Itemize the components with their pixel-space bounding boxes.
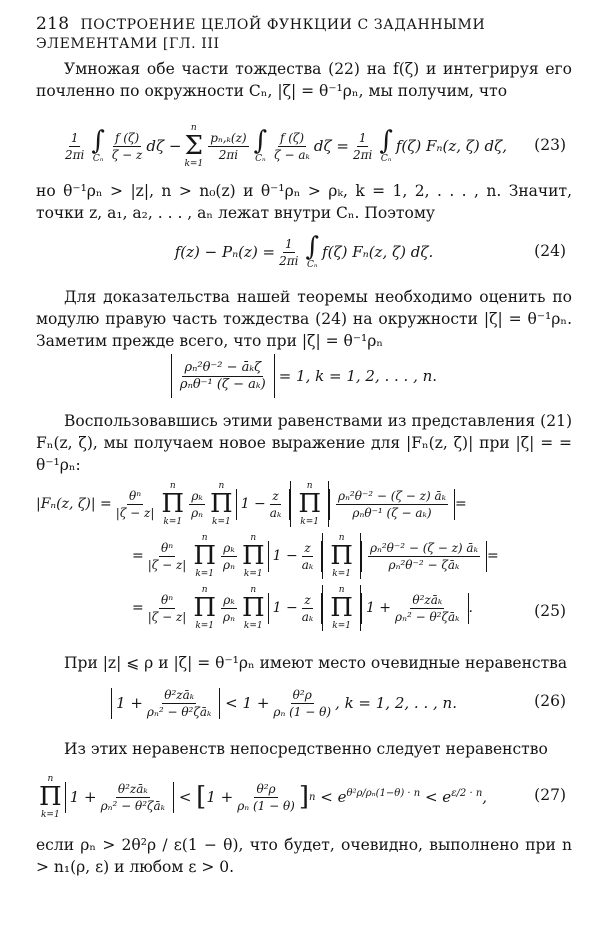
equation-23: $\frac{1}{2\pi i}$ ∫ Cₙ $\frac{f (\zeta)}{\zeta - z}$ dζ − n Σ k=1 $\frac{\text{pₙ,ₖ(z)}}{2\pi i}$ ∫ Cₙ $\frac{f (\zeta)}{\text{ζ − aₖ}}$ dζ = $\frac{1}{2\pi i}$ ∫ Cₙ f(ζ) Fₙ(z, ζ) dζ, (23)	[64, 123, 566, 169]
eq26-tail: , k = 1, 2, . . , n.	[335, 694, 457, 712]
page-number: 218	[36, 14, 70, 34]
paragraph-7: если ρₙ > 2θ²ρ / ε(1 − θ), что будет, очевидно, выполнено при n > n₁(ρ, ε) и любом ε > 0.	[36, 836, 572, 876]
eq25-number: (25)	[534, 602, 566, 620]
eq23-rhs: f(ζ) Fₙ(z, ζ) dζ,	[395, 137, 508, 155]
unit-tail: = 1, k = 1, 2, . . . , n.	[278, 367, 438, 385]
paragraph-1: Умножая обе части тождества (22) на f(ζ) и интегрируя его почленно по окружности Cₙ, |ζ| = θ⁻¹ρₙ, мы получим, что	[36, 60, 572, 100]
eq24-number: (24)	[534, 242, 566, 260]
unit-num: ρₙ²θ⁻² − āₖζ	[184, 359, 262, 375]
paragraph-4: Воспользовавшись этими равенствами из представления (21) Fₙ(z, ζ), мы получаем новое выражение для |Fₙ(z, ζ)| при |ζ| = = θ⁻¹ρₙ:	[36, 412, 572, 474]
paragraph-2: но θ⁻¹ρₙ > |z|, n > n₀(z) и θ⁻¹ρₙ > ρₖ, k = 1, 2, . . . , n. Значит, точки z, a₁, a₂, . . . , aₙ лежат внутри Cₙ. Поэтому	[36, 182, 572, 222]
unit-den: ρₙθ⁻¹ (ζ − aₖ)	[179, 376, 266, 392]
equation-25: |Fₙ(z, ζ)| = $\frac{\text{θⁿ}}{|\zeta - z|}$ n Π k=1 $\frac{\text{ρₖ}}{\text{ρₙ}}$ n Π k=1 1 − $\frac{z}{\text{aₖ}}$ n Π k=1 $\frac{\text{ρₙ²θ⁻² − (ζ − z) āₖ}}{\text{ρₙθ⁻¹ (ζ − aₖ)}}$ = = $\frac{\text{θⁿ}}{|\zeta - z|}$ n Π k=1 $\frac{\text{ρₖ}}{\text{ρₙ}}$ n Π k=1 1 − $\frac{z}{\text{aₖ}}$ n Π k=1 $\frac{\text{ρₙ²θ⁻² − (ζ − z) āₖ}}{\text{ρₙ²θ⁻² − ζāₖ}}$ = = $\frac{\text{θⁿ}}{|\zeta - z|}$ n Π k=1 $\frac{\text{ρₖ}}{\text{ρₙ}}$ n Π k=1 1 − $\frac{z}{\text{aₖ}}$ n Π k=1 1 + $\frac{\text{θ²zāₖ}}{\text{ρₙ² − θ²ζāₖ}}$ . (25)	[36, 481, 566, 631]
running-title: ПОСТРОЕНИЕ ЦЕЛОЙ ФУНКЦИИ С ЗАДАННЫМИ ЭЛЕМЕНТАМИ [ГЛ. III	[36, 17, 486, 52]
eq26-number: (26)	[534, 692, 566, 710]
equation-26: 1 + $\frac{\text{θ²zāₖ}}{\text{ρₙ² − θ²ζāₖ}}$ < 1 + $\frac{\text{θ²ρ}}{\text{ρₙ (1 − θ)}}$ , k = 1, 2, . . , n. (26)	[36, 678, 572, 728]
eq24-rhs: f(ζ) Fₙ(z, ζ) dζ.	[322, 243, 434, 261]
equation-unit-modulus	[36, 350, 572, 402]
paragraph-3: Для доказательства нашей теоремы необходимо оценить по модулю правую часть тождества (24) на окружности |ζ| = θ⁻¹ρₙ. Заметим прежде всего, что при |ζ| = θ⁻¹ρₙ	[36, 288, 572, 350]
paragraph-5: При |z| ⩽ ρ и |ζ| = θ⁻¹ρₙ имеют место очевидные неравенства	[64, 654, 568, 672]
eq24-lhs: f(z) − Pₙ(z) =	[174, 243, 276, 261]
eq27-number: (27)	[534, 786, 566, 804]
eq25-lhs: |Fₙ(z, ζ)| =	[36, 496, 112, 512]
running-header	[36, 14, 572, 52]
eq23-number: (23)	[534, 136, 566, 154]
paragraph-6: Из этих неравенств непосредственно следует неравенство	[64, 740, 548, 758]
equation-24: f(z) − Pₙ(z) = $\frac{1}{2\pi i}$ ∫ Cₙ f(ζ) Fₙ(z, ζ) dζ. (24)	[174, 232, 566, 270]
equation-27: n Π k=1 1 + $\frac{\text{θ²zāₖ}}{\text{ρₙ² − θ²ζāₖ}}$ < [ 1 + $\frac{\text{θ²ρ}}{\text{ρₙ (1 − θ)}}$ ] n < $e^{\theta^2\rho/\rho_n(1-\theta) \cdot n} < e^{\varepsilon/2 \cdot n}$, (27)	[39, 774, 566, 820]
